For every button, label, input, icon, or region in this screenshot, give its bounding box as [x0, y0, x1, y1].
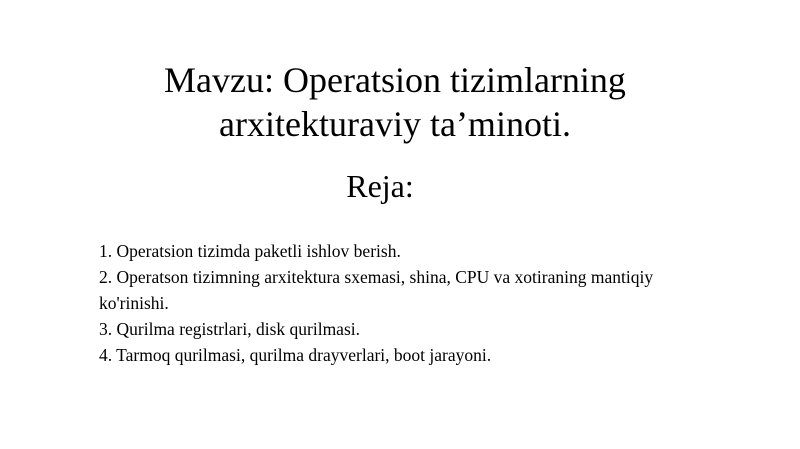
plan-heading: Reja:: [346, 168, 414, 204]
plan-item: 2. Operatson tizimning arxitektura sxemasi, shina, CPU va xotiraning mantiqiy ko'rinishi.: [99, 267, 654, 313]
plan-item: 1. Operatsion tizimda paketli ishlov berish.: [99, 241, 401, 261]
slide-title: [0, 58, 790, 146]
slide-title-line: arxitekturaviy ta’minoti.: [219, 104, 571, 144]
slide-title-line: Mavzu: Operatsion tizimlarning: [164, 60, 626, 100]
plan-item: 4. Tarmoq qurilmasi, qurilma drayverlari, boot jarayoni.: [99, 345, 492, 365]
plan-list: [99, 238, 699, 368]
plan-item: 3. Qurilma registrlari, disk qurilmasi.: [99, 319, 360, 339]
